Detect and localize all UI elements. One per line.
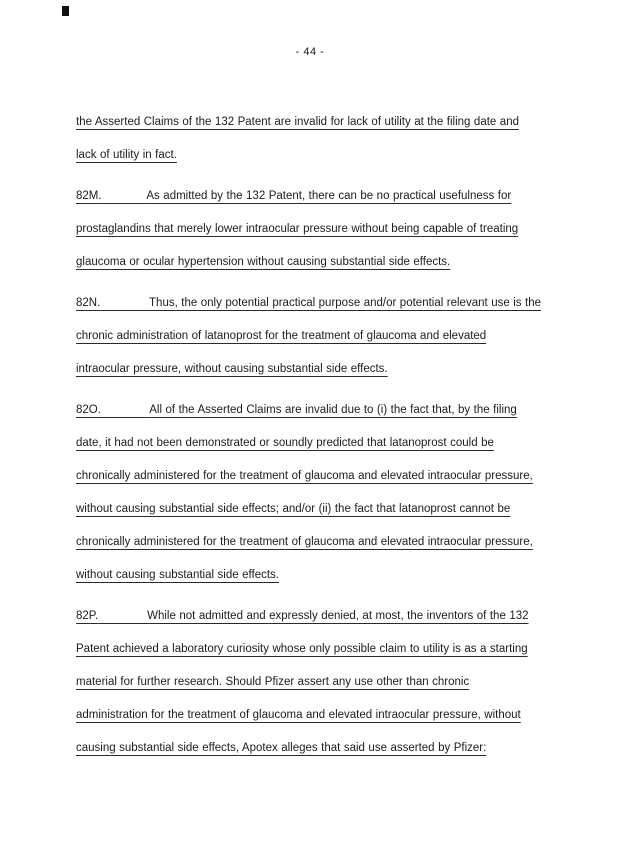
paragraph-82p [76,600,542,765]
tab-spacer [100,297,149,309]
paragraph-label: 82O. [76,404,101,416]
paragraph-intro [76,106,542,172]
paragraph-text: All of the Asserted Claims are invalid due to (i) the fact that, by the filing date, it had not been demonstrated or soundly predicted that latanoprost could be chronically administered for the treatment of glaucoma and elevated intraocular pressure, without causing substantial side effects; and/or (ii) the fact that latanoprost cannot be chronically administered for the treatment of glaucoma and elevated intraocular pressure, without causing substantial side effects. [76,404,533,581]
paragraph-82m [76,180,542,279]
tab-spacer [101,404,149,416]
tab-spacer [102,190,147,202]
paragraph-label: 82M. [76,190,102,202]
page-number: - 44 - [295,46,325,58]
paragraph-82o [76,394,542,592]
paragraph-label: 82P. [76,610,99,622]
paragraph-text: Thus, the only potential practical purpose and/or potential relevant use is the chronic administration of latanoprost for the treatment of glaucoma and elevated intraocular pressure, without causing substantial side effects. [76,297,542,375]
paragraph-text: As admitted by the 132 Patent, there can be no practical usefulness for prostaglandins that merely lower intraocular pressure without being capable of treating glaucoma or ocular hypertension without causing substantial side effects. [76,190,519,268]
tab-spacer [98,610,147,622]
paragraph-82n [76,287,542,386]
document-body [76,106,542,765]
paragraph-text: While not admitted and expressly denied, at most, the inventors of the 132 Patent achieved a laboratory curiosity whose only possible claim to utility is as a starting material for further research. Should Pfizer assert any use other than chronic administration for the treatment of glaucoma and elevated intraocular pressure, without causing substantial side effects, Apotex alleges that said use asserted by Pfizer: [76,610,529,754]
scan-artifact-mark [62,6,69,16]
paragraph-text: the Asserted Claims of the 132 Patent are invalid for lack of utility at the filing date and lack of utility in fact. [76,116,519,161]
paragraph-label: 82N. [76,297,101,309]
